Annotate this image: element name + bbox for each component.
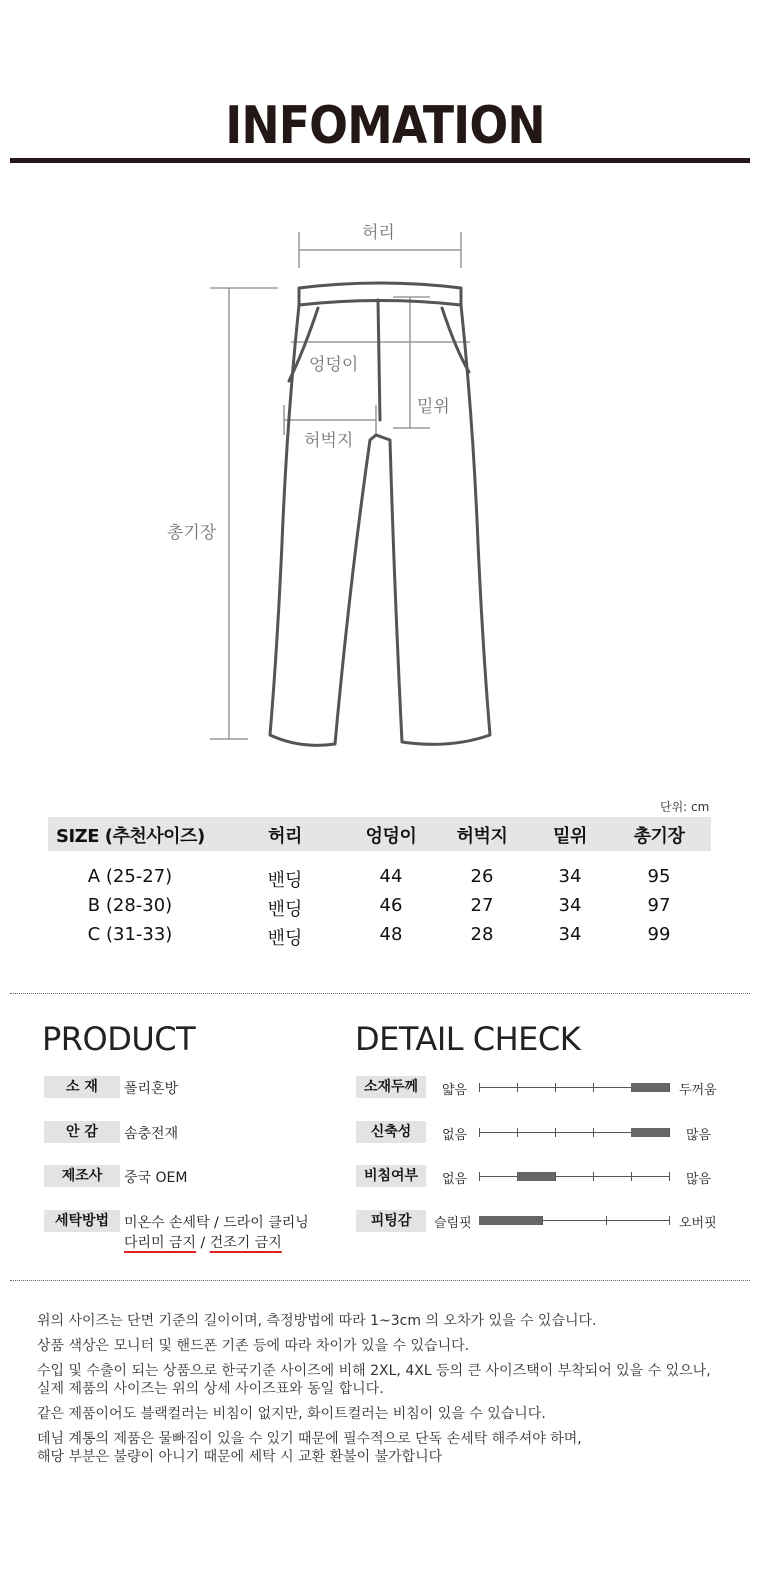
cell-rise: 34 <box>558 895 582 916</box>
thickness-badge: 소재두께 <box>356 1076 426 1098</box>
washing-warnings <box>124 1232 282 1252</box>
cell-thigh: 26 <box>470 866 494 887</box>
sheer-high-label: 많음 <box>686 1172 712 1187</box>
cell-rise: 34 <box>558 866 582 887</box>
sheer-scale-tick <box>631 1172 632 1181</box>
stretch-scale-tick <box>669 1128 670 1137</box>
sheer-scale-tick <box>555 1172 556 1181</box>
sheer-level-indicator <box>517 1172 555 1181</box>
page-title: INFOMATION <box>225 96 545 156</box>
thickness-scale-tick <box>593 1083 594 1092</box>
cell-thigh: 28 <box>470 924 494 945</box>
header-hip: 엉덩이 <box>365 826 417 847</box>
product-title: PRODUCT <box>42 1020 196 1058</box>
header-waist: 허리 <box>268 826 302 847</box>
stretch-high-label: 많음 <box>686 1128 712 1143</box>
thickness-low-label: 얇음 <box>442 1083 468 1098</box>
header-size: SIZE (추천사이즈) <box>56 826 205 847</box>
manufacturer-badge: 제조사 <box>44 1165 120 1187</box>
washing-badge: 세탁방법 <box>44 1210 120 1232</box>
note-line: 데님 계통의 제품은 물빠짐이 있을 수 있기 때문에 필수적으로 단독 손세탁 해주셔야 하며, <box>37 1431 582 1447</box>
note-line: 같은 제품이어도 블랙컬러는 비침이 없지만, 화이트컬러는 비침이 있을 수 있습니다. <box>37 1406 546 1422</box>
sheer-scale-track <box>479 1176 669 1177</box>
manufacturer-value: 중국 OEM <box>124 1170 188 1186</box>
section-divider <box>10 993 750 994</box>
cell-length: 95 <box>647 866 671 887</box>
sheer-scale-tick <box>479 1172 480 1181</box>
waist-label: 허리 <box>362 223 395 243</box>
fit-scale-tick <box>542 1216 543 1225</box>
cell-hip: 46 <box>379 895 403 916</box>
cell-waist: 밴딩 <box>267 870 303 891</box>
length-label: 총기장 <box>167 523 217 543</box>
stretch-scale-tick <box>593 1128 594 1137</box>
section-divider <box>10 1280 750 1281</box>
thickness-scale-tick <box>669 1083 670 1092</box>
lining-value: 솜충전재 <box>124 1126 179 1142</box>
cell-waist: 밴딩 <box>267 899 303 920</box>
note-line: 수입 및 수출이 되는 상품으로 한국기준 사이즈에 비해 2XL, 4XL 등의 큰 사이즈택이 부착되어 있을 수 있으나, <box>37 1363 711 1379</box>
material-badge: 소 재 <box>44 1076 120 1098</box>
cell-hip: 48 <box>379 924 403 945</box>
unit-label: 단위: cm <box>660 800 710 814</box>
note-line: 위의 사이즈는 단면 기준의 길이이며, 측정방법에 따라 1~3cm 의 오차가 있을 수 있습니다. <box>37 1313 597 1329</box>
pants-measurement-diagram <box>0 0 770 790</box>
detail-check-title: DETAIL CHECK <box>355 1020 581 1058</box>
stretch-scale-tick <box>517 1128 518 1137</box>
note-line: 실제 제품의 사이즈는 위의 상세 사이즈표와 동일 합니다. <box>37 1381 384 1397</box>
cell-size: A (25-27) <box>87 866 173 887</box>
header-length: 총기장 <box>633 826 685 847</box>
fit-high-label: 오버핏 <box>679 1216 717 1231</box>
header-thigh: 허벅지 <box>456 826 508 847</box>
hip-label: 엉덩이 <box>309 355 359 375</box>
fit-level-indicator <box>479 1216 542 1225</box>
stretch-scale-tick <box>479 1128 480 1137</box>
cell-size: B (28-30) <box>87 895 173 916</box>
warning-separator: / <box>196 1235 210 1251</box>
lining-badge: 안 감 <box>44 1121 120 1143</box>
stretch-low-label: 없음 <box>442 1128 468 1143</box>
stretch-scale-tick <box>555 1128 556 1137</box>
washing-value: 미온수 손세탁 / 드라이 클리닝 <box>124 1215 309 1231</box>
cell-length: 99 <box>647 924 671 945</box>
sheer-scale-tick <box>593 1172 594 1181</box>
no-dryer-warning: 건조기 금지 <box>209 1235 282 1251</box>
thickness-scale-tick <box>479 1083 480 1092</box>
thickness-level-indicator <box>631 1083 669 1092</box>
no-iron-warning: 다리미 금지 <box>124 1235 197 1251</box>
fit-low-label: 슬림핏 <box>434 1216 472 1231</box>
stretch-level-indicator <box>631 1128 669 1137</box>
rise-label: 밑위 <box>417 397 450 417</box>
note-line: 상품 색상은 모니터 및 핸드폰 기존 등에 따라 차이가 있을 수 있습니다. <box>37 1338 470 1354</box>
fit-scale-tick <box>606 1216 607 1225</box>
sheer-low-label: 없음 <box>442 1172 468 1187</box>
material-value: 폴리혼방 <box>124 1081 179 1097</box>
fit-badge: 피팅감 <box>356 1210 426 1232</box>
cell-rise: 34 <box>558 924 582 945</box>
cell-length: 97 <box>647 895 671 916</box>
thickness-scale-tick <box>555 1083 556 1092</box>
sheer-badge: 비침여부 <box>356 1165 426 1187</box>
stretch-badge: 신축성 <box>356 1121 426 1143</box>
sheer-scale-tick <box>669 1172 670 1181</box>
cell-waist: 밴딩 <box>267 928 303 949</box>
cell-size: C (31-33) <box>87 924 173 945</box>
header-rise: 밑위 <box>553 826 587 847</box>
thigh-label: 허벅지 <box>304 431 354 451</box>
fit-scale-tick <box>669 1216 670 1225</box>
cell-thigh: 27 <box>470 895 494 916</box>
note-line: 해당 부분은 불량이 아니기 때문에 세탁 시 교환 환불이 불가합니다 <box>37 1449 443 1465</box>
thickness-scale-tick <box>517 1083 518 1092</box>
cell-hip: 44 <box>379 866 403 887</box>
thickness-high-label: 두꺼움 <box>679 1083 717 1098</box>
